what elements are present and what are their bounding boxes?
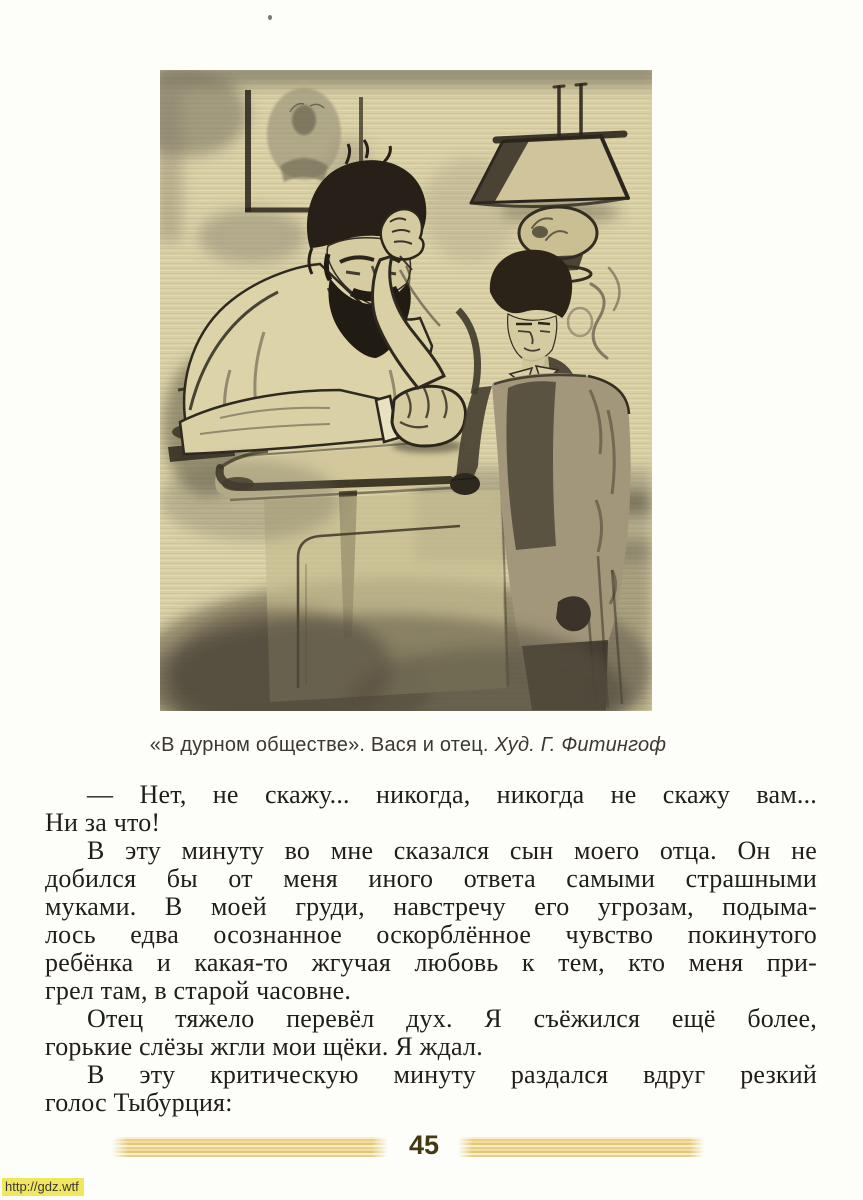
- body-text: [45, 781, 817, 1117]
- text-line: грел там, в старой часовне.: [45, 976, 352, 1005]
- text-line: ребёнка и какая-то жгучая любовь к тем, кто меня при-: [45, 948, 817, 977]
- text-line: В эту критическую минуту раздался вдруг резкий: [87, 1060, 817, 1089]
- illustration-caption: [118, 733, 698, 757]
- page-number: 45: [408, 1130, 440, 1160]
- text-line: горькие слёзы жгли мои щёки. Я ждал.: [45, 1032, 483, 1061]
- text-line: Отец тяжело перевёл дух. Я съёжился ещё более,: [87, 1004, 817, 1033]
- story-illustration: [160, 70, 652, 711]
- caption-artist: Худ. Г. Фитингоф: [494, 734, 667, 756]
- text-line: лось едва осознанное оскорблённое чувство покинутого: [45, 920, 817, 949]
- scan-speck: [268, 15, 272, 20]
- footer-ornament-right: [458, 1137, 704, 1157]
- text-line: голос Тыбурция:: [45, 1088, 233, 1117]
- text-line: Ни за что!: [45, 808, 161, 837]
- footer-ornament-left: [112, 1137, 388, 1157]
- watermark: http://gdz.wtf: [2, 1178, 84, 1196]
- text-line: муками. В моей груди, навстречу его угрозам, подыма-: [45, 892, 817, 921]
- caption-title: «В дурном обществе». Вася и отец.: [149, 734, 489, 756]
- illustration-drawing: [160, 70, 652, 711]
- text-line: добился бы от меня иного ответа самыми страшными: [45, 864, 817, 893]
- text-line: В эту минуту во мне сказался сын моего отца. Он не: [87, 836, 817, 865]
- text-line: — Нет, не скажу... никогда, никогда не скажу вам...: [87, 780, 817, 809]
